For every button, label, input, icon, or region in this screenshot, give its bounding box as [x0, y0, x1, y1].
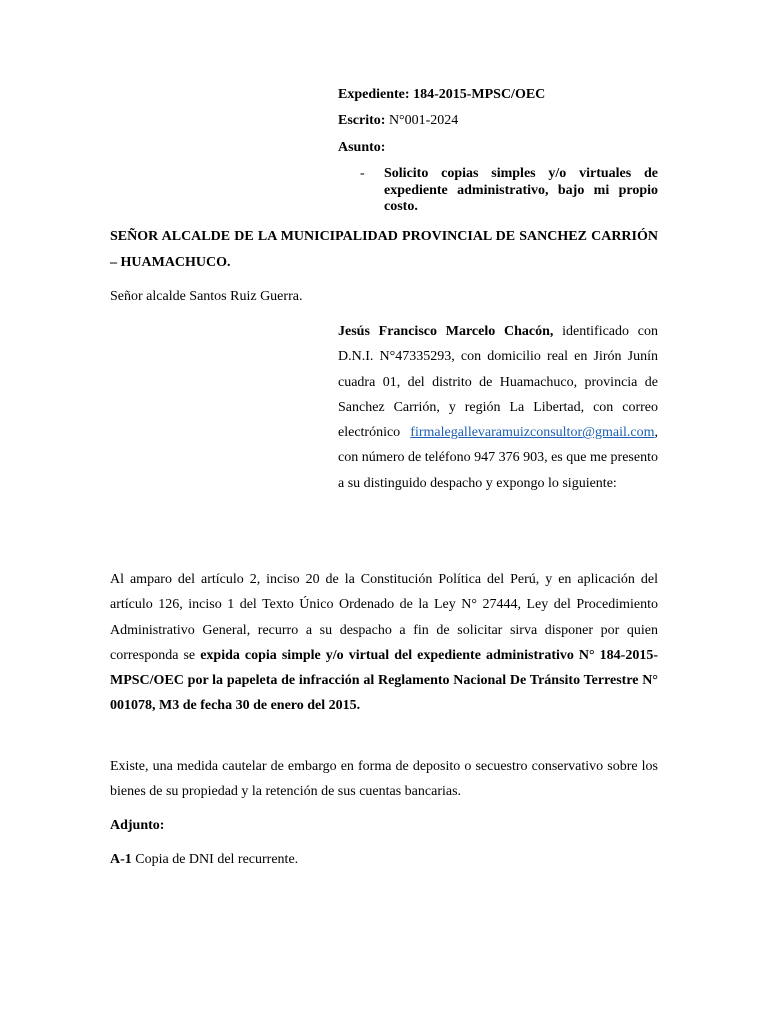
attachment-code: A-1	[110, 852, 132, 867]
identification-text-2: , con número de teléfono 947 376 903, es que me presento a su distinguido despacho y expongo lo siguiente:	[338, 425, 658, 491]
identification-paragraph	[338, 319, 658, 496]
embargo-paragraph: Existe, una medida cautelar de embargo en forma de deposito o secuestro conservativo sobre los bienes de su propiedad y la retención de sus cuentas bancarias.	[110, 759, 658, 800]
request-text-bold: expida copia simple y/o virtual del expediente administrativo N° 184-2015-MPSC/OEC por la papeleta de infracción al Reglamento Nacional De Tránsito Terrestre N° 001078, M3 de fecha 30 de enero del 2015.	[110, 647, 658, 714]
identification-text-1: identificado con D.N.I. N°47335293, con domicilio real en Jirón Junín cuadra 01, del distrito de Huamachuco, provincia de Sanchez Carrión, y región La Libertad, con correo electrónico	[338, 324, 658, 441]
salutation: Señor alcalde Santos Ruiz Guerra.	[110, 289, 303, 304]
request-paragraph	[110, 567, 658, 719]
adjunto-heading	[110, 816, 658, 836]
attachment-text: Copia de DNI del recurrente.	[131, 852, 299, 867]
attachment-item	[110, 850, 658, 870]
request-text: Al amparo del artículo 2, inciso 20 de la Constitución Política del Perú, y en aplicación del artículo 126, inciso 1 del Texto Único Ordenado de la Ley N° 27444, Ley del Procedimiento Administrativo General, recurro a su despacho a fin de solicitar sirva disponer por quien corresponda se	[110, 572, 658, 663]
petitioner-name: Jesús Francisco Marcelo Chacón,	[338, 324, 554, 339]
escrito-value: N°001-2024	[388, 113, 459, 128]
expediente-label: Expediente:	[338, 87, 410, 102]
escrito-line	[338, 112, 458, 130]
asunto-item	[338, 166, 658, 216]
asunto-label: Asunto:	[338, 140, 386, 155]
email-link[interactable]: firmalegallevaramuizconsultor@gmail.com	[410, 425, 655, 441]
asunto-bullet: -	[360, 166, 365, 181]
asunto-line	[338, 139, 385, 157]
escrito-label: Escrito:	[338, 113, 386, 128]
expediente-line	[338, 86, 545, 104]
asunto-text: Solicito copias simples y/o virtuales de expediente administrativo, bajo mi propio costo.	[384, 166, 658, 214]
adjunto-label: Adjunto:	[110, 818, 165, 833]
expediente-value: 184-2015-MPSC/OEC	[413, 87, 546, 102]
addressee-title: SEÑOR ALCALDE DE LA MUNICIPALIDAD PROVINCIAL DE SANCHEZ CARRIÓN – HUAMACHUCO.	[110, 229, 658, 270]
